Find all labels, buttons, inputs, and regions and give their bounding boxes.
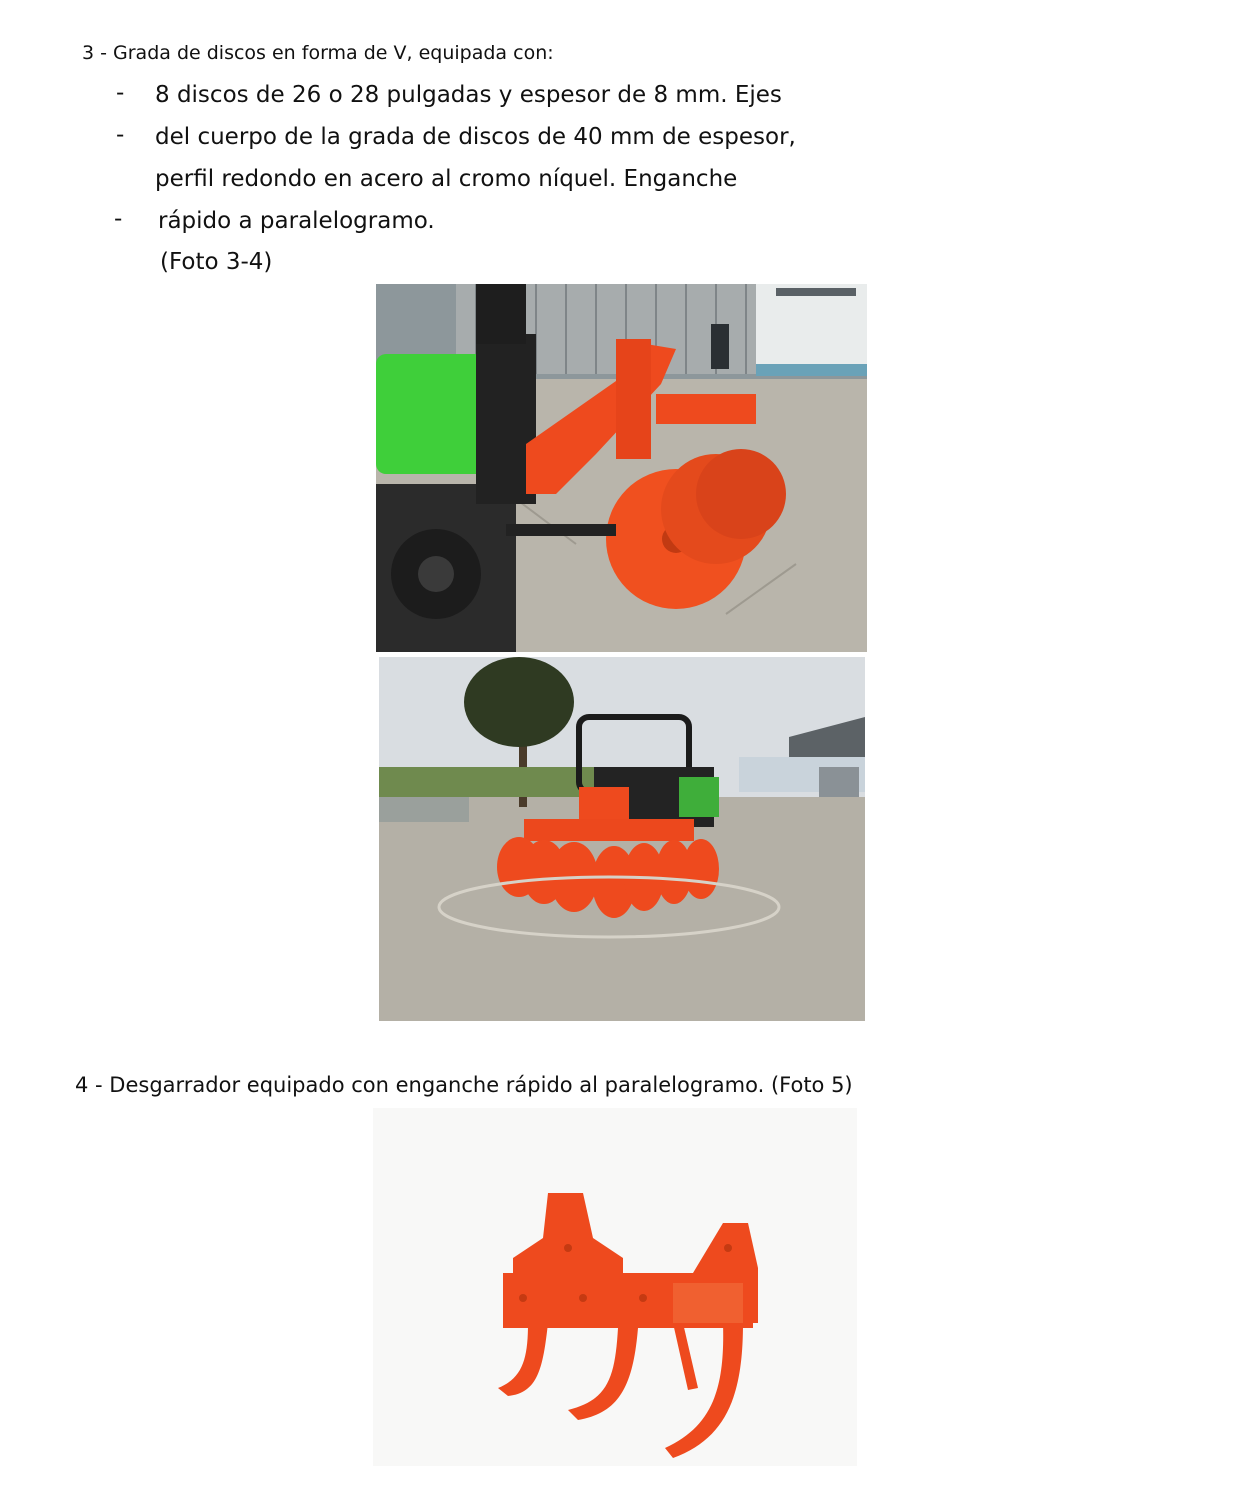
section-3-heading: 3 - Grada de discos en forma de V, equipada con: [82,42,554,64]
photo-3-disc-harrow-side [376,284,867,652]
bullet-dash: - [116,80,125,106]
section-3-line-4: rápido a paralelogramo. [158,208,435,234]
photo-caption-3-4: (Foto 3-4) [160,249,273,275]
section-3-line-3: perfil redondo en acero al cromo níquel. Enganche [155,166,738,192]
bullet-dash: - [114,206,123,232]
section-4-heading: 4 - Desgarrador equipado con enganche rápido al paralelogramo. (Foto 5) [75,1073,853,1097]
photo-5-subsoiler [373,1108,857,1466]
section-3-line-1: 8 discos de 26 o 28 pulgadas y espesor de 8 mm. Ejes [155,82,782,108]
photo-4-disc-harrow-rear [379,657,865,1021]
section-3-line-2: del cuerpo de la grada de discos de 40 mm de espesor, [155,124,796,150]
bullet-dash: - [116,122,125,148]
